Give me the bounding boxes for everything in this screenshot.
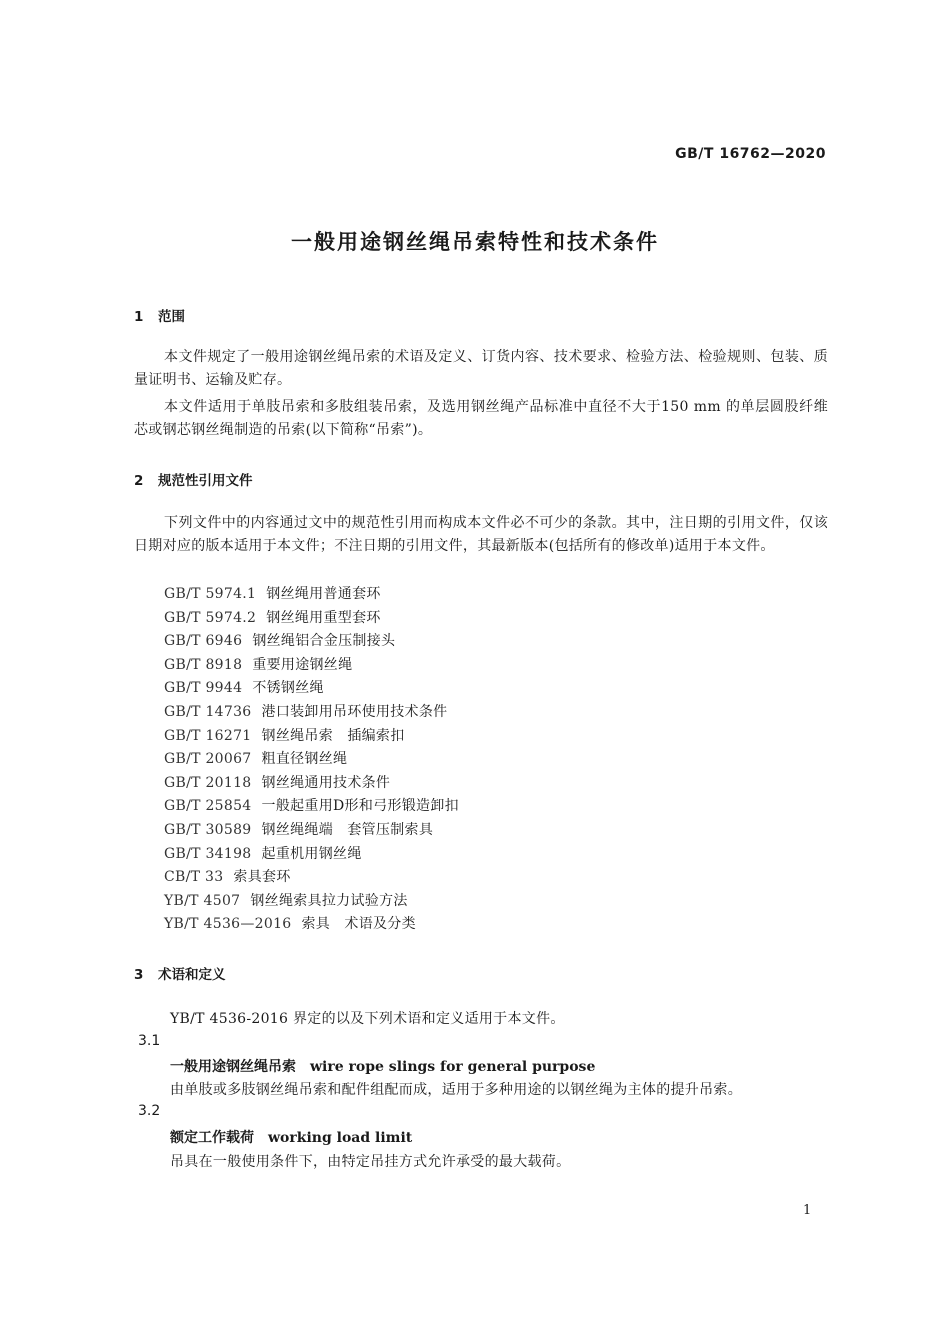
reference-item — [164, 866, 459, 890]
reference-item — [164, 630, 459, 654]
reference-item — [164, 701, 459, 725]
reference-item — [164, 654, 459, 678]
term-entry — [170, 1127, 412, 1147]
reference-title: 港口装卸用吊环使用技术条件 — [261, 703, 448, 720]
reference-item — [164, 748, 459, 772]
section-number: 3 — [134, 967, 144, 983]
reference-item — [164, 913, 459, 937]
term-entry — [170, 1056, 595, 1076]
reference-code: GB/T 20067 — [164, 751, 252, 768]
reference-title: 索具 术语及分类 — [301, 916, 416, 933]
reference-title: 粗直径钢丝绳 — [261, 751, 348, 768]
section-heading-references — [134, 469, 253, 489]
reference-title: 钢丝绳吊索 插编索扣 — [261, 727, 405, 744]
reference-code: CB/T 33 — [164, 869, 224, 886]
section-title: 术语和定义 — [158, 967, 226, 983]
reference-code: GB/T 20118 — [164, 774, 252, 791]
term-chinese: 额定工作载荷 — [170, 1130, 254, 1146]
reference-title: 钢丝绳用普通套环 — [266, 586, 381, 602]
reference-code: GB/T 34198 — [164, 845, 252, 862]
reference-title: 钢丝绳绳端 套管压制索具 — [261, 821, 434, 838]
term-english: working load limit — [268, 1130, 413, 1146]
reference-title: 钢丝绳用重型套环 — [266, 609, 381, 626]
term-definition: 吊具在一般使用条件下，由特定吊挂方式允许承受的最大载荷。 — [170, 1154, 571, 1170]
reference-item — [164, 819, 459, 843]
reference-code: GB/T 5974.1 — [164, 586, 257, 602]
reference-item — [164, 772, 459, 796]
reference-code: GB/T 14736 — [164, 703, 252, 720]
reference-title: 一般起重用D形和弓形锻造卸扣 — [261, 798, 459, 815]
scope-paragraph-2: 本文件适用于单肢吊索和多肢组装吊索，及选用钢丝绳产品标准中直径不大于150 mm 的单层圆股纤维芯或钢芯钢丝绳制造的吊索(以下简称“吊索”)。 — [134, 399, 828, 438]
section-title: 规范性引用文件 — [158, 473, 253, 489]
reference-title: 钢丝绳铝合金压制接头 — [252, 633, 396, 650]
reference-code: GB/T 6946 — [164, 633, 243, 650]
reference-item — [164, 725, 459, 749]
scope-paragraph-1: 本文件规定了一般用途钢丝绳吊索的术语及定义、订货内容、技术要求、检验方法、检验规则、包装、质量证明书、运输及贮存。 — [134, 349, 828, 388]
reference-list — [164, 583, 459, 937]
reference-item — [164, 583, 459, 607]
reference-code: GB/T 8918 — [164, 656, 243, 673]
reference-title: 钢丝绳通用技术条件 — [261, 774, 391, 791]
reference-title: 钢丝绳索具拉力试验方法 — [250, 892, 408, 909]
reference-title: 不锈钢丝绳 — [252, 680, 324, 697]
reference-item — [164, 795, 459, 819]
term-chinese: 一般用途钢丝绳吊索 — [170, 1059, 296, 1075]
term-english: wire rope slings for general purpose — [310, 1059, 596, 1075]
reference-code: GB/T 30589 — [164, 821, 252, 838]
reference-item — [164, 607, 459, 631]
term-definition: 由单肢或多肢钢丝绳吊索和配件组配而成，适用于多种用途的以钢丝绳为主体的提升吊索。 — [170, 1082, 742, 1098]
reference-code: GB/T 9944 — [164, 680, 243, 697]
references-intro: 下列文件中的内容通过文中的规范性引用而构成本文件必不可少的条款。其中，注日期的引用文件，仅该日期对应的版本适用于本文件；不注日期的引用文件，其最新版本(包括所有的修改单)适用于本文件。 — [134, 515, 828, 554]
reference-code: GB/T 16271 — [164, 727, 252, 744]
clause-number: 3.2 — [138, 1103, 161, 1119]
reference-item — [164, 843, 459, 867]
reference-code: GB/T 25854 — [164, 798, 252, 815]
reference-title: 起重机用钢丝绳 — [261, 845, 362, 862]
section-number: 1 — [134, 309, 144, 325]
reference-title: 重要用途钢丝绳 — [252, 656, 353, 673]
reference-item — [164, 890, 459, 914]
section-heading-scope — [134, 305, 185, 325]
clause-number: 3.1 — [138, 1033, 161, 1049]
standard-number: GB/T 16762—2020 — [675, 146, 826, 162]
section-title: 范围 — [158, 309, 185, 325]
section-number: 2 — [134, 473, 144, 489]
reference-title: 索具套环 — [233, 869, 291, 886]
section-heading-terms — [134, 963, 226, 983]
terms-intro: YB/T 4536-2016 界定的以及下列术语和定义适用于本文件。 — [170, 1011, 565, 1027]
document-title: 一般用途钢丝绳吊索特性和技术条件 — [291, 230, 659, 254]
reference-code: GB/T 5974.2 — [164, 609, 257, 626]
reference-item — [164, 677, 459, 701]
page-number: 1 — [803, 1203, 812, 1218]
reference-code: YB/T 4536—2016 — [164, 916, 292, 933]
reference-code: YB/T 4507 — [164, 892, 241, 909]
